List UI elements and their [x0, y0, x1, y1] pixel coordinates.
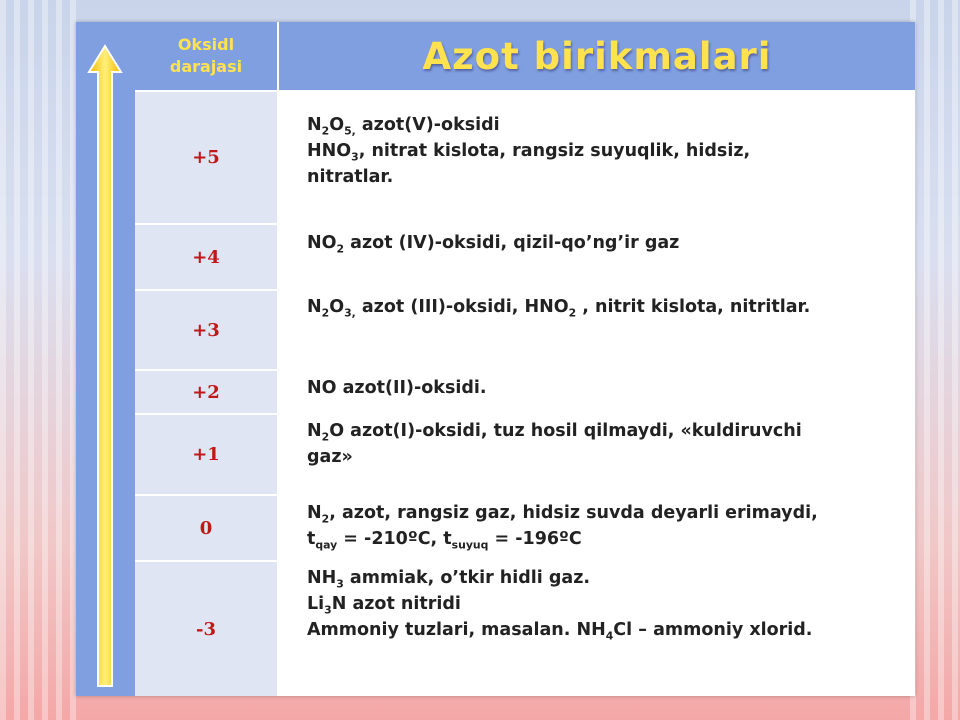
row-description — [307, 112, 907, 190]
text-segment: NO — [307, 233, 337, 253]
table-row — [135, 371, 915, 413]
text-segment: azot (IV)-oksidi, qizil-qo’ng’ir gaz — [344, 233, 680, 253]
description-line — [307, 138, 907, 164]
text-segment: O azot(I)-oksidi, tuz hosil qilmaydi, «kuldiruvchi — [329, 421, 802, 441]
table-row — [135, 225, 915, 289]
table-row — [135, 291, 915, 369]
text-segment: O — [329, 297, 345, 317]
description-line — [307, 164, 907, 190]
text-segment: Li — [307, 594, 325, 614]
description-line — [307, 500, 907, 526]
row-description — [307, 418, 907, 470]
text-segment: , nitrit kislota, nitritlar. — [576, 297, 811, 317]
row-description — [307, 500, 907, 552]
text-segment: , azot, rangsiz gaz, hidsiz suvda deyarli erimaydi, — [329, 503, 818, 523]
up-arrow-icon — [76, 22, 135, 696]
table-row — [135, 415, 915, 494]
header-label-line2: darajasi — [169, 57, 243, 76]
oxidation-state: +4 — [135, 225, 277, 289]
subscript: qay — [315, 538, 338, 552]
description-line — [307, 112, 907, 138]
text-segment: = -196ºC — [488, 529, 582, 549]
text-segment: azot(V)-oksidi — [355, 115, 500, 135]
text-segment: t — [307, 529, 316, 549]
text-segment: HNO — [307, 141, 352, 161]
description-line — [307, 526, 907, 552]
oxidation-state: +3 — [135, 291, 277, 369]
description-line — [307, 617, 907, 643]
subscript: 2 — [321, 512, 330, 526]
description-line — [307, 375, 907, 401]
oxidation-state: +1 — [135, 415, 277, 494]
text-segment: , nitrat kislota, rangsiz suyuqlik, hidsiz, — [358, 141, 751, 161]
arrow-column — [76, 22, 135, 696]
background-stripes-right — [910, 0, 960, 720]
description-line — [307, 230, 907, 256]
oxidation-state: +5 — [135, 92, 277, 223]
table-row — [135, 496, 915, 560]
row-description — [307, 294, 907, 320]
text-segment: azot (III)-oksidi, HNO — [355, 297, 569, 317]
text-segment: nitratlar. — [307, 167, 394, 187]
oxidation-state: -3 — [135, 562, 277, 696]
subscript: 2 — [336, 242, 345, 256]
description-line — [307, 418, 907, 444]
oxidation-state-header — [135, 22, 279, 90]
text-segment: gaz» — [307, 447, 353, 467]
background-stripes-left — [0, 0, 80, 720]
table-row — [135, 562, 915, 696]
subscript: 3 — [336, 577, 344, 591]
subscript: 4 — [605, 629, 614, 643]
row-description — [307, 375, 907, 401]
text-segment: N — [307, 297, 322, 317]
description-line — [307, 294, 907, 320]
row-description — [307, 230, 907, 256]
page-title: Azot birikmalari — [422, 34, 772, 78]
oxidation-state: +2 — [135, 371, 277, 413]
text-segment: Ammoniy tuzlari, masalan. NH — [307, 620, 606, 640]
subscript: 2 — [321, 306, 330, 320]
slide — [76, 22, 915, 696]
oxidation-state: 0 — [135, 496, 277, 560]
text-segment: NO azot(II)-oksidi. — [307, 378, 487, 398]
row-description — [307, 565, 907, 643]
description-line — [307, 565, 907, 591]
subscript: 2 — [568, 306, 577, 320]
subscript: 5, — [344, 124, 356, 138]
text-segment: N — [307, 115, 322, 135]
text-segment: N — [307, 503, 322, 523]
text-segment: N — [307, 421, 322, 441]
description-line — [307, 591, 907, 617]
subscript: 3, — [344, 306, 356, 320]
header-label-line1: Oksidl — [177, 35, 235, 54]
subscript: 2 — [321, 124, 330, 138]
text-segment: Cl – ammoniy xlorid. — [613, 620, 813, 640]
description-line — [307, 444, 907, 470]
text-segment: = -210ºC, t — [337, 529, 452, 549]
text-segment: N azot nitridi — [331, 594, 461, 614]
table-row — [135, 92, 915, 223]
text-segment: O — [329, 115, 345, 135]
subscript: 3 — [351, 150, 359, 164]
text-segment: ammiak, o’tkir hidli gaz. — [343, 568, 591, 588]
text-segment: NH — [307, 568, 337, 588]
title-header — [279, 22, 915, 90]
subscript: suyuq — [451, 538, 489, 552]
subscript: 2 — [321, 430, 330, 444]
subscript: 3 — [324, 603, 332, 617]
